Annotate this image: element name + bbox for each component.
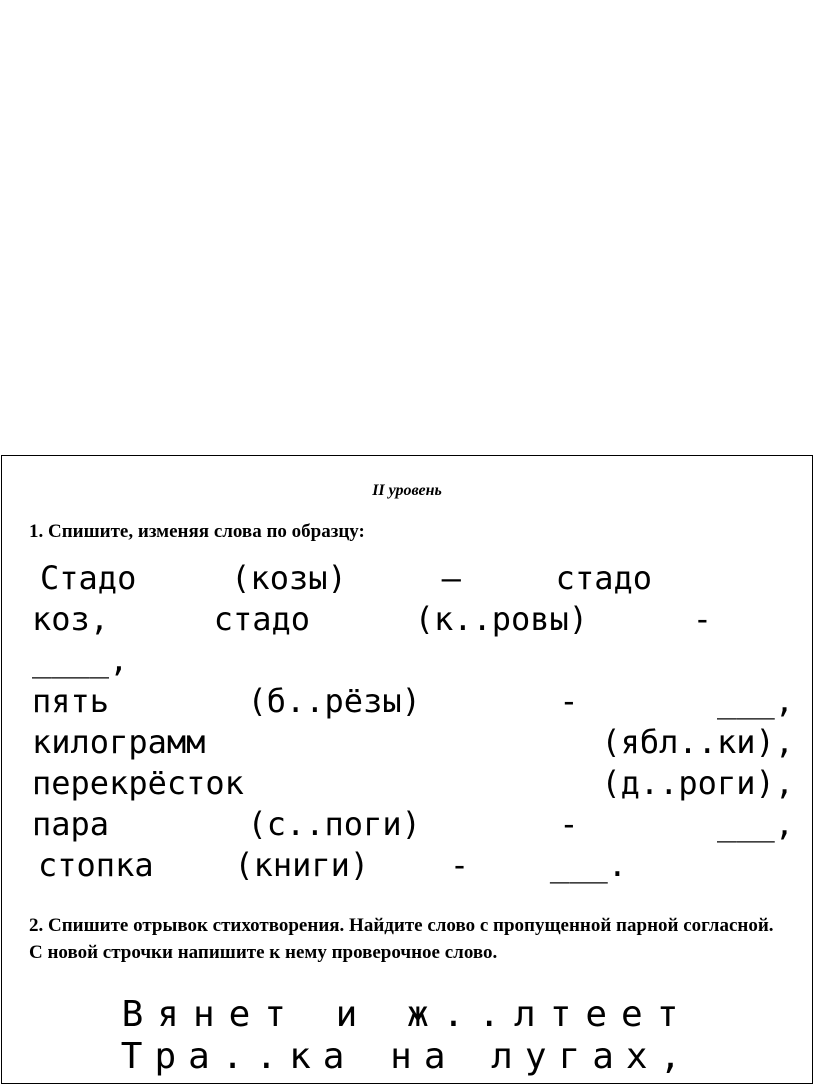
word: стадо	[213, 600, 311, 638]
exercise-line-3	[32, 640, 129, 680]
word: коз,	[32, 600, 110, 638]
answer-blank: ___,	[716, 682, 794, 720]
exercise-line-5	[32, 722, 794, 762]
task1-title: 1. Спишите, изменяя слова по образцу:	[29, 521, 365, 542]
word: пять	[32, 682, 110, 720]
word: килограмм	[32, 723, 206, 761]
poem-line-1: Вянет и ж..лтеет	[121, 994, 693, 1035]
word: -	[449, 846, 470, 884]
word: (ябл..ки),	[601, 723, 794, 761]
word: -	[559, 682, 579, 720]
word: -	[692, 600, 712, 638]
answer-blank: ____,	[32, 641, 129, 679]
word: -	[559, 805, 579, 843]
exercise-line-2	[32, 599, 712, 639]
worksheet-card	[1, 455, 813, 1084]
word: (книги)	[234, 846, 370, 884]
task2-title: 2. Спишите отрывок стихотворения. Найдите слово с пропущенной парной согласной. С новой строчки напишите к нему проверочное слово.	[29, 915, 774, 963]
word: перекрёсток	[32, 764, 244, 802]
word: (к..ровы)	[414, 600, 589, 638]
word: стадо	[555, 559, 652, 597]
exercise-line-8	[38, 845, 627, 885]
poem-line-2: Тра..ка на лугах,	[120, 1036, 694, 1077]
level-heading: II уровень	[372, 482, 442, 499]
answer-blank: ___,	[716, 805, 794, 843]
word: (с..поги)	[247, 805, 421, 843]
word: (д..роги),	[601, 764, 794, 802]
exercise-line-1	[40, 558, 652, 598]
word: (б..рёзы)	[247, 682, 421, 720]
exercise-line-6	[32, 763, 794, 803]
word: (козы)	[231, 559, 347, 597]
answer-blank: ___.	[549, 846, 627, 884]
word: стопка	[38, 846, 154, 884]
word: Стадо	[40, 559, 137, 597]
exercise-line-7	[32, 804, 794, 844]
word: пара	[32, 805, 110, 843]
word: –	[441, 559, 461, 597]
exercise-line-4	[32, 681, 794, 721]
